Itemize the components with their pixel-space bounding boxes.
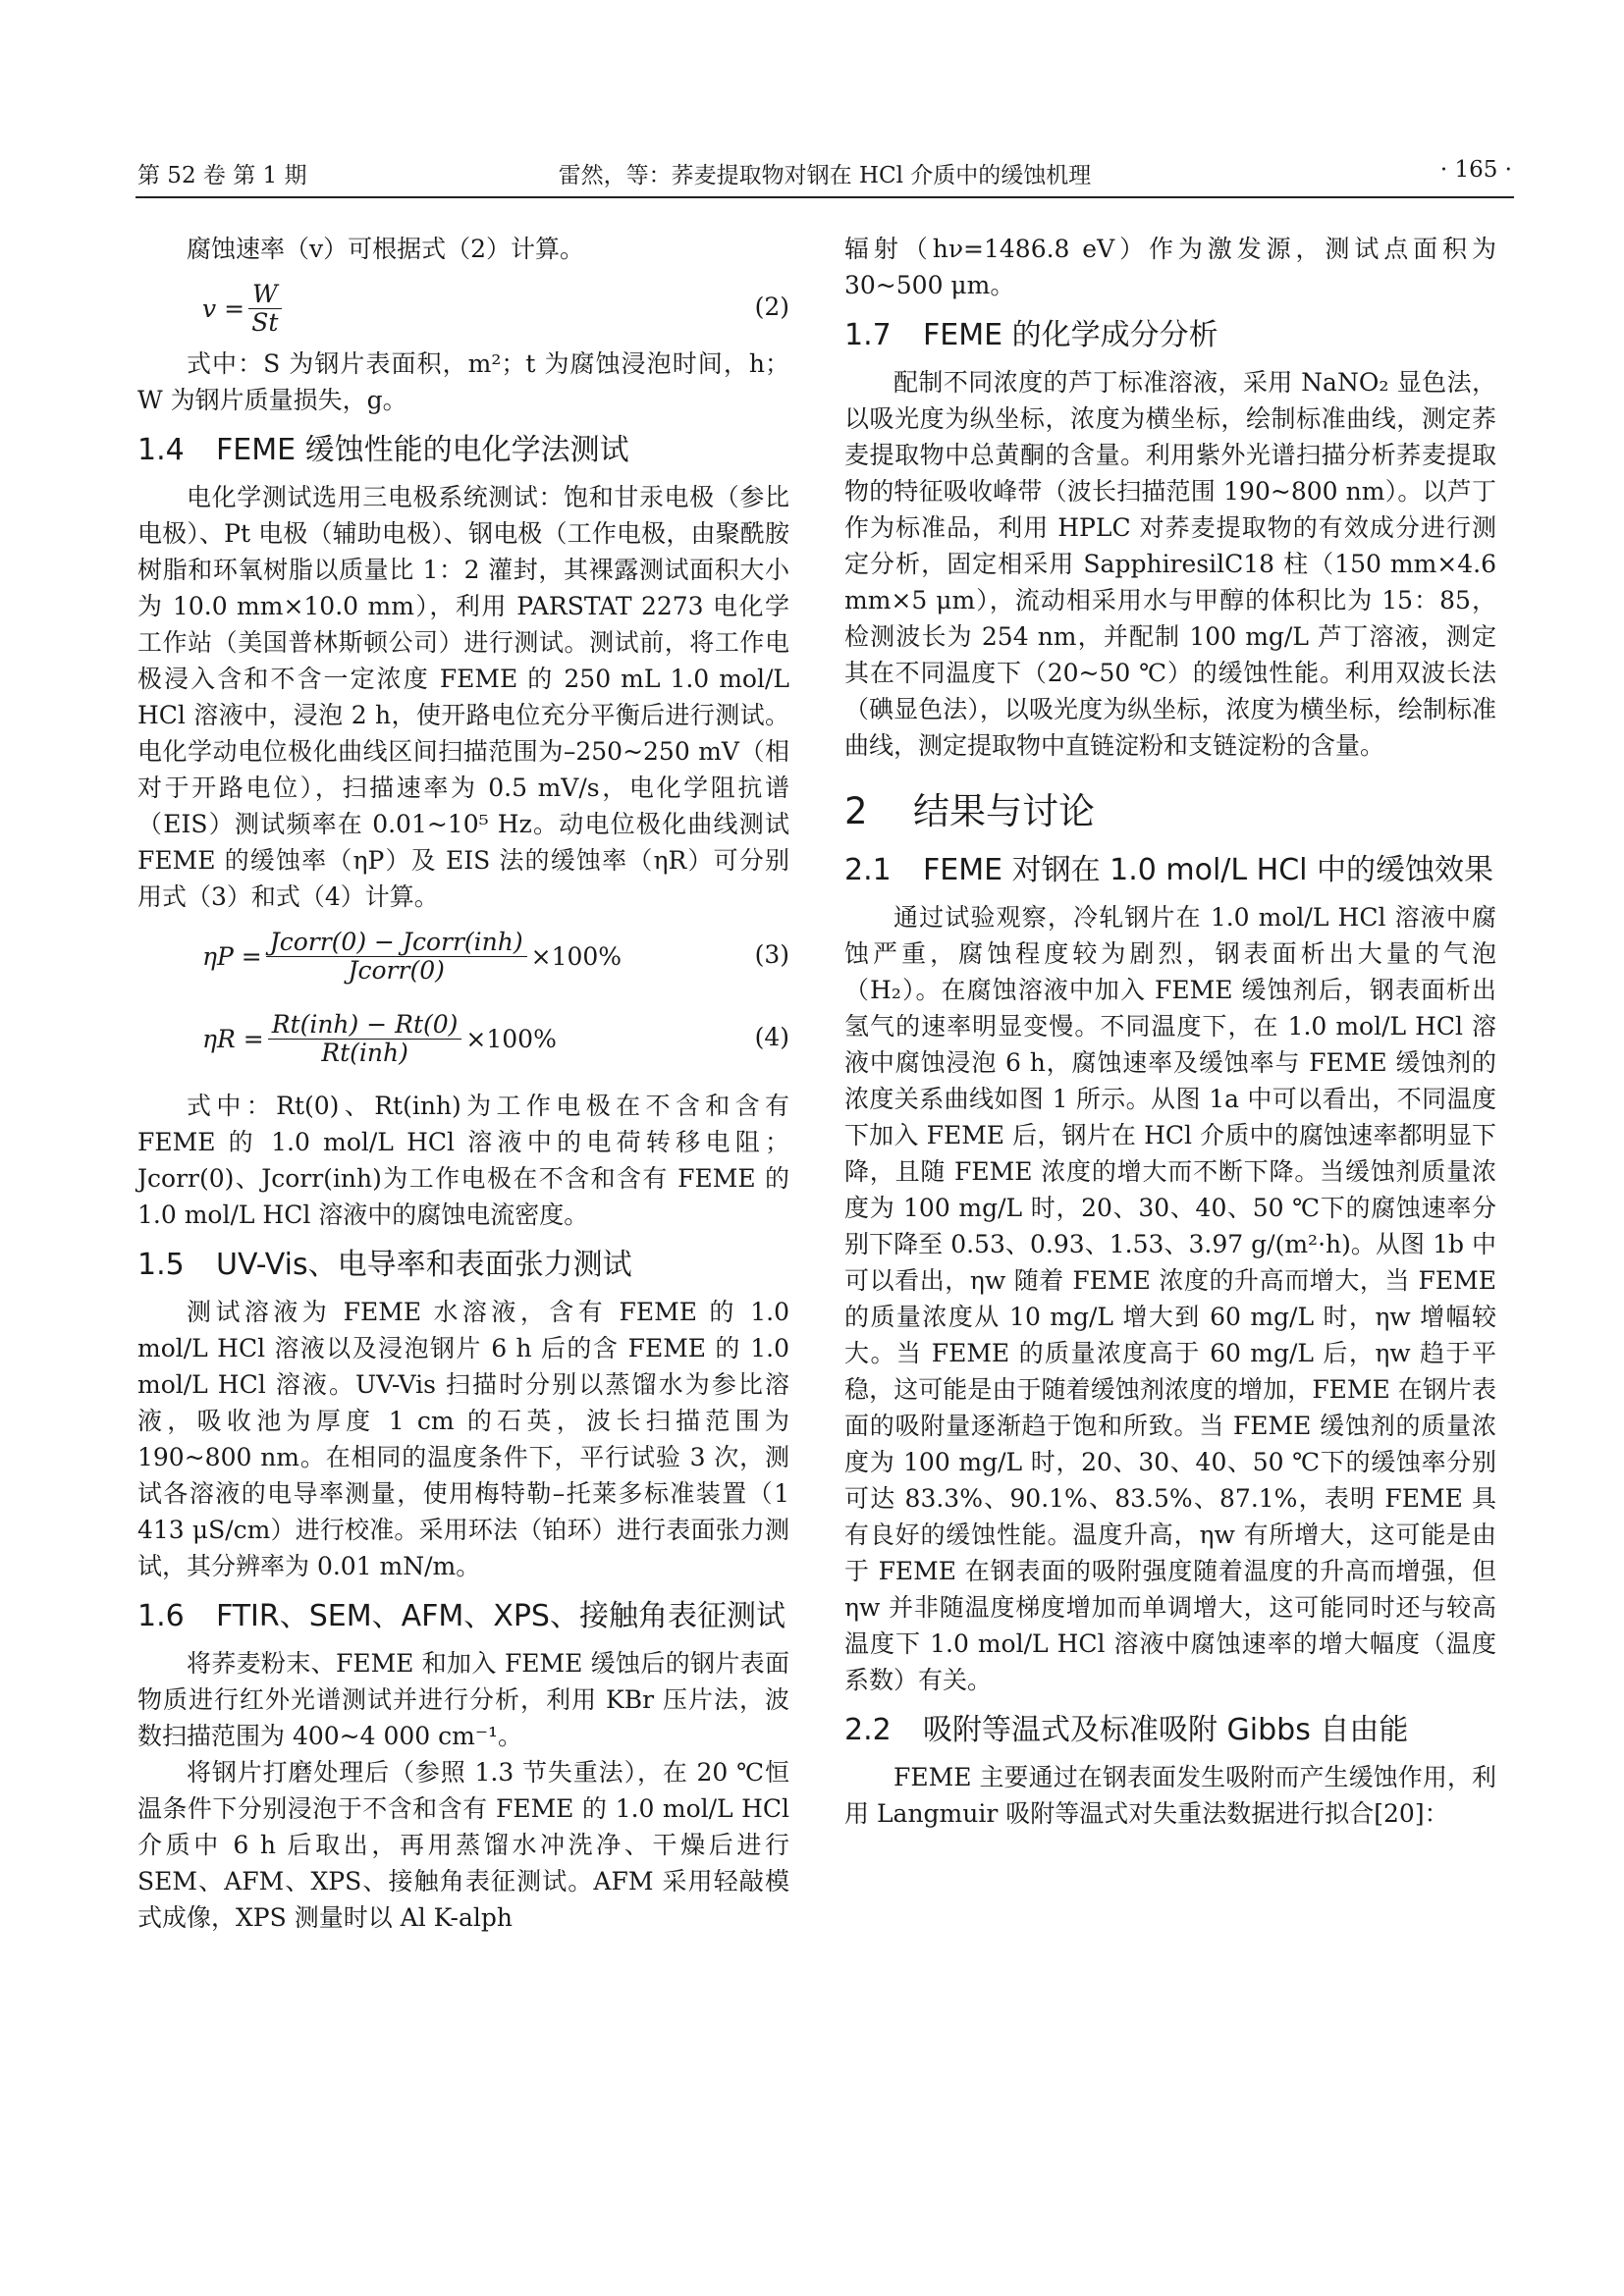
section-2-2-heading [844, 1710, 1496, 1751]
eq2-numerator: W [248, 281, 282, 309]
header-rule [135, 196, 1514, 198]
eq3-lhs: ηP = [202, 942, 262, 971]
page-number: · 165 · [1439, 157, 1512, 183]
right-column [844, 231, 1496, 1832]
section-2-2-title: 吸附等温式及标准吸附 Gibbs 自由能 [923, 1713, 1409, 1747]
section-1-5-heading [137, 1245, 789, 1286]
section-1-5-number: 1.5 [137, 1248, 185, 1282]
eq4-numerator: Rt(inh) − Rt(0) [268, 1011, 462, 1040]
eq2-denominator: St [251, 308, 279, 337]
paragraph-uvvis-test: 测试溶液为 FEME 水溶液，含有 FEME 的 1.0 mol/L HCl 溶液以及浸泡钢片 6 h 后的含 FEME 的 1.0 mol/L HCl 溶液。UV-Vis 扫描时分别以蒸馏水为参比溶液，吸收池为厚度 1 cm 的石英，波长扫描范围为 190~800 nm。在相同的温度条件下，平行试验 3 次，测试各溶液的电导率测量，使用梅特勒–托莱多标准装置（1 413 μS/cm）进行校准。采用环法（铂环）进行表面张力测试，其分辨率为 0.01 mN/m。 [137, 1298, 789, 1580]
eq4-denominator: Rt(inh) [321, 1039, 408, 1067]
section-1-4-heading [137, 430, 789, 471]
running-header [137, 157, 1512, 196]
section-1-7-heading [844, 315, 1496, 356]
left-column [137, 231, 789, 1936]
eq3-denominator: Jcorr(0) [348, 956, 445, 985]
section-1-6-title: FTIR、SEM、AFM、XPS、接触角表征测试 [216, 1599, 785, 1633]
section-1-6-heading [137, 1596, 789, 1637]
eq2-lhs: v = [202, 294, 245, 323]
section-1-5-title: UV-Vis、电导率和表面张力测试 [216, 1248, 632, 1282]
section-1-4-title: FEME 缓蚀性能的电化学法测试 [216, 433, 629, 467]
section-2-1-heading [844, 850, 1496, 891]
section-2-2-number: 2.2 [844, 1713, 892, 1747]
journal-volume-issue: 第 52 卷 第 1 期 [137, 163, 307, 188]
section-2-1-number: 2.1 [844, 853, 892, 887]
running-title: 雷然，等：荞麦提取物对钢在 HCl 介质中的缓蚀机理 [558, 163, 1092, 188]
section-2-number: 2 [844, 790, 868, 832]
eq3-number: (3) [754, 940, 789, 969]
paragraph-corrosion-rate: 腐蚀速率（v）可根据式（2）计算。 [187, 235, 585, 263]
equation-3 [137, 923, 789, 997]
equation-4 [137, 1005, 789, 1080]
eq2-fraction [248, 281, 282, 337]
section-1-7-number: 1.7 [844, 318, 892, 352]
section-2-heading [844, 787, 1496, 836]
eq4-fraction [268, 1011, 462, 1067]
section-1-7-title: FEME 的化学成分分析 [923, 318, 1218, 352]
eq4-factor: ×100% [465, 1025, 557, 1053]
eq3-numerator: Jcorr(0) − Jcorr(inh) [266, 929, 527, 957]
paragraph-xps-continuation: 辐射（hν=1486.8 eV）作为激发源，测试点面积为 30~500 μm。 [844, 235, 1496, 299]
paragraph-eq2-definitions: 式中：S 为钢片表面积，m²；t 为腐蚀浸泡时间，h；W 为钢片质量损失，g。 [137, 349, 789, 414]
section-2-1-title: FEME 对钢在 1.0 mol/L HCl 中的缓蚀效果 [923, 853, 1494, 887]
eq4-lhs: ηR = [202, 1025, 264, 1053]
eq4-number: (4) [754, 1023, 789, 1051]
section-1-4-number: 1.4 [137, 433, 185, 467]
eq2-number: (2) [754, 293, 789, 321]
paragraph-ftir-test: 将荞麦粉末、FEME 和加入 FEME 缓蚀后的钢片表面物质进行红外光谱测试并进行分析，利用 KBr 压片法，波数扫描范围为 400~4 000 cm⁻¹。 [137, 1649, 789, 1750]
paragraph-eq34-definitions: 式中：Rt(0)、Rt(inh)为工作电极在不含和含有 FEME 的 1.0 mol/L HCl 溶液中的电荷转移电阻；Jcorr(0)、Jcorr(inh)为工作电极在不含和含有 FEME 的 1.0 mol/L HCl 溶液中的腐蚀电流密度。 [137, 1092, 789, 1229]
section-2-title: 结果与讨论 [913, 790, 1095, 832]
paragraph-adsorption-isotherm: FEME 主要通过在钢表面发生吸附而产生缓蚀作用，利用 Langmuir 吸附等温式对失重法数据进行拟合[20]： [844, 1763, 1496, 1828]
paragraph-electrochemical-test: 电化学测试选用三电极系统测试：饱和甘汞电极（参比电极）、Pt 电极（辅助电极）、钢电极（工作电极，由聚酰胺树脂和环氧树脂以质量比 1：2 灌封，其裸露测试面积大小为 10.0 mm×10.0 mm），利用 PARSTAT 2273 电化学工作站（美国普林斯顿公司）进行测试。测试前，将工作电极浸入含和不含一定浓度 FEME 的 250 mL 1.0 mol/L HCl 溶液中，浸泡 2 h，使开路电位充分平衡后进行测试。电化学动电位极化曲线区间扫描范围为–250~250 mV（相对于开路电位），扫描速率为 0.5 mV/s，电化学阻抗谱（EIS）测试频率在 0.01~10⁵ Hz。动电位极化曲线测试 FEME 的缓蚀率（ηP）及 EIS 法的缓蚀率（ηR）可分别用式（3）和式（4）计算。 [137, 483, 789, 911]
paragraph-sem-afm-test: 将钢片打磨处理后（参照 1.3 节失重法），在 20 ℃恒温条件下分别浸泡于不含和含有 FEME 的 1.0 mol/L HCl 介质中 6 h 后取出，再用蒸馏水冲洗净、干燥后进行 SEM、AFM、XPS、接触角表征测试。AFM 采用轻敲模式成像，XPS 测量时以 Al K-alph [137, 1758, 789, 1932]
paragraph-inhibition-effect: 通过试验观察，冷轧钢片在 1.0 mol/L HCl 溶液中腐蚀严重，腐蚀程度较为剧烈，钢表面析出大量的气泡（H₂）。在腐蚀溶液中加入 FEME 缓蚀剂后，钢表面析出氢气的速率明显变慢。不同温度下，在 1.0 mol/L HCl 溶液中腐蚀浸泡 6 h，腐蚀速率及缓蚀率与 FEME 缓蚀剂的浓度关系曲线如图 1 所示。从图 1a 中可以看出，不同温度下加入 FEME 后，钢片在 HCl 介质中的腐蚀速率都明显下降，且随 FEME 浓度的增大而不断下降。当缓蚀剂质量浓度为 100 mg/L 时，20、30、40、50 ℃下的腐蚀速率分别下降至 0.53、0.93、1.53、3.97 g/(m²·h)。从图 1b 中可以看出，ηw 随着 FEME 浓度的升高而增大，当 FEME 的质量浓度从 10 mg/L 增大到 60 mg/L 时，ηw 增幅较大。当 FEME 的质量浓度高于 60 mg/L 后，ηw 趋于平稳，这可能是由于随着缓蚀剂浓度的增加，FEME 在钢片表面的吸附量逐渐趋于饱和所致。当 FEME 缓蚀剂的质量浓度为 100 mg/L 时，20、30、40、50 ℃下的缓蚀率分别可达 83.3%、90.1%、83.5%、87.1%，表明 FEME 具有良好的缓蚀性能。温度升高，ηw 有所增大，这可能是由于 FEME 在钢表面的吸附强度随着温度的升高而增强，但 ηw 并非随温度梯度增加而单调增大，这可能同时还与较高温度下 1.0 mol/L HCl 溶液中腐蚀速率的增大幅度（温度系数）有关。 [844, 903, 1496, 1694]
equation-2 [137, 275, 789, 338]
eq3-factor: ×100% [530, 942, 623, 971]
section-1-6-number: 1.6 [137, 1599, 185, 1633]
paragraph-chemical-analysis: 配制不同浓度的芦丁标准溶液，采用 NaNO₂ 显色法，以吸光度为纵坐标，浓度为横坐标，绘制标准曲线，测定荞麦提取物中总黄酮的含量。利用紫外光谱扫描分析荞麦提取物的特征吸收峰带（波长扫描范围 190~800 nm）。以芦丁作为标准品，利用 HPLC 对荞麦提取物的有效成分进行测定分析，固定相采用 SapphiresilC18 柱（150 mm×4.6 mm×5 μm），流动相采用水与甲醇的体积比为 15：85，检测波长为 254 nm，并配制 100 mg/L 芦丁溶液，测定其在不同温度下（20~50 ℃）的缓蚀性能。利用双波长法（碘显色法），以吸光度为纵坐标，浓度为横坐标，绘制标准曲线，测定提取物中直链淀粉和支链淀粉的含量。 [844, 368, 1496, 760]
eq3-fraction [266, 929, 527, 985]
